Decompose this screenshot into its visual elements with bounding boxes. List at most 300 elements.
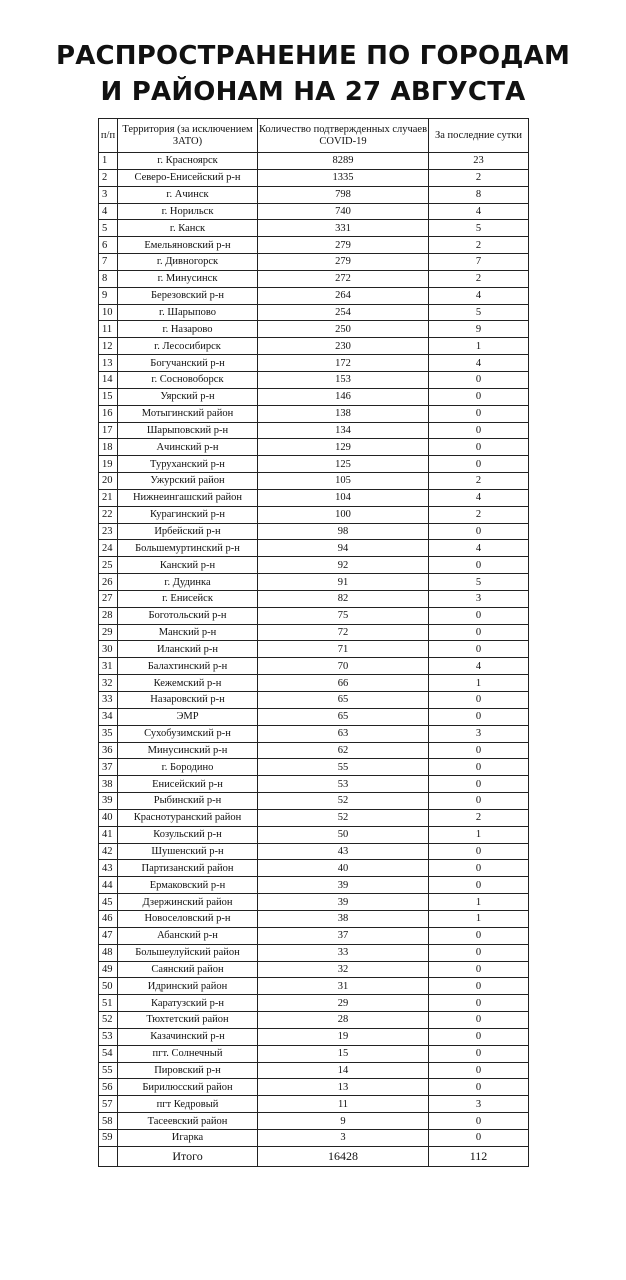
table-row [99, 186, 529, 203]
row-confirmed: 92 [258, 557, 429, 574]
row-last-day: 5 [429, 304, 529, 321]
row-last-day: 0 [429, 388, 529, 405]
table-row [99, 725, 529, 742]
header-confirmed: Количество подтвержденных случаев COVID-19 [258, 119, 429, 153]
row-number: 58 [99, 1113, 118, 1130]
row-territory: Березовский р-н [118, 287, 258, 304]
row-last-day: 4 [429, 355, 529, 372]
row-confirmed: 28 [258, 1012, 429, 1029]
row-confirmed: 31 [258, 978, 429, 995]
row-territory: г. Минусинск [118, 270, 258, 287]
row-number: 48 [99, 944, 118, 961]
row-confirmed: 798 [258, 186, 429, 203]
row-number: 2 [99, 169, 118, 186]
row-territory: г. Ачинск [118, 186, 258, 203]
row-number: 11 [99, 321, 118, 338]
row-confirmed: 1335 [258, 169, 429, 186]
page-title-line-1: РАСПРОСТРАНЕНИЕ ПО ГОРОДАМ [55, 41, 571, 71]
row-number: 55 [99, 1062, 118, 1079]
row-territory: Северо-Енисейский р-н [118, 169, 258, 186]
row-last-day: 0 [429, 944, 529, 961]
row-territory: Шушенский р-н [118, 843, 258, 860]
row-confirmed: 29 [258, 995, 429, 1012]
row-last-day: 0 [429, 557, 529, 574]
row-confirmed: 70 [258, 658, 429, 675]
row-number: 34 [99, 708, 118, 725]
row-number: 16 [99, 405, 118, 422]
row-number: 30 [99, 641, 118, 658]
row-confirmed: 19 [258, 1028, 429, 1045]
row-number: 13 [99, 355, 118, 372]
row-number: 49 [99, 961, 118, 978]
header-number: п/п [99, 119, 118, 153]
row-confirmed: 9 [258, 1113, 429, 1130]
row-last-day: 4 [429, 489, 529, 506]
row-territory: Туруханский р-н [118, 456, 258, 473]
row-territory: Тасеевский район [118, 1113, 258, 1130]
row-number: 18 [99, 439, 118, 456]
row-last-day: 1 [429, 910, 529, 927]
row-last-day: 3 [429, 1096, 529, 1113]
row-last-day: 0 [429, 523, 529, 540]
table-row [99, 203, 529, 220]
row-confirmed: 62 [258, 742, 429, 759]
table-row [99, 793, 529, 810]
row-number: 47 [99, 927, 118, 944]
row-territory: Богучанский р-н [118, 355, 258, 372]
row-confirmed: 11 [258, 1096, 429, 1113]
row-confirmed: 52 [258, 793, 429, 810]
row-last-day: 5 [429, 220, 529, 237]
row-number: 14 [99, 371, 118, 388]
table-row [99, 405, 529, 422]
row-confirmed: 105 [258, 473, 429, 490]
row-last-day: 0 [429, 1079, 529, 1096]
row-last-day: 0 [429, 759, 529, 776]
row-last-day: 0 [429, 1012, 529, 1029]
table-row [99, 708, 529, 725]
table-row [99, 944, 529, 961]
row-confirmed: 43 [258, 843, 429, 860]
table-row [99, 540, 529, 557]
row-confirmed: 3 [258, 1129, 429, 1146]
row-confirmed: 146 [258, 388, 429, 405]
row-last-day: 0 [429, 995, 529, 1012]
covid-cases-table [98, 118, 529, 1167]
row-last-day: 2 [429, 506, 529, 523]
row-number: 29 [99, 624, 118, 641]
table-footer [99, 1146, 529, 1166]
row-confirmed: 279 [258, 254, 429, 271]
row-confirmed: 129 [258, 439, 429, 456]
row-territory: Тюхтетский район [118, 1012, 258, 1029]
row-territory: пгт. Солнечный [118, 1045, 258, 1062]
table-row [99, 237, 529, 254]
table-row [99, 169, 529, 186]
table-row [99, 1079, 529, 1096]
row-confirmed: 55 [258, 759, 429, 776]
table-row [99, 287, 529, 304]
row-number: 10 [99, 304, 118, 321]
row-confirmed: 264 [258, 287, 429, 304]
row-last-day: 2 [429, 809, 529, 826]
row-territory: Дзержинский район [118, 894, 258, 911]
row-confirmed: 230 [258, 338, 429, 355]
row-last-day: 0 [429, 1028, 529, 1045]
row-last-day: 0 [429, 793, 529, 810]
row-territory: Шарыповский р-н [118, 422, 258, 439]
table-row [99, 1062, 529, 1079]
row-territory: г. Енисейск [118, 590, 258, 607]
table-row [99, 675, 529, 692]
table-row [99, 1028, 529, 1045]
row-number: 32 [99, 675, 118, 692]
row-confirmed: 13 [258, 1079, 429, 1096]
table-row [99, 254, 529, 271]
row-territory: Назаровский р-н [118, 692, 258, 709]
row-confirmed: 279 [258, 237, 429, 254]
table-row [99, 1012, 529, 1029]
row-territory: Казачинский р-н [118, 1028, 258, 1045]
row-territory: Ужурский район [118, 473, 258, 490]
row-territory: Иланский р-н [118, 641, 258, 658]
row-territory: Козульский р-н [118, 826, 258, 843]
row-last-day: 4 [429, 658, 529, 675]
row-number: 8 [99, 270, 118, 287]
table-row [99, 523, 529, 540]
row-last-day: 0 [429, 422, 529, 439]
row-confirmed: 138 [258, 405, 429, 422]
row-territory: г. Красноярск [118, 153, 258, 170]
row-confirmed: 250 [258, 321, 429, 338]
row-number: 3 [99, 186, 118, 203]
row-last-day: 1 [429, 338, 529, 355]
row-confirmed: 104 [258, 489, 429, 506]
row-territory: Игарка [118, 1129, 258, 1146]
row-number: 36 [99, 742, 118, 759]
row-confirmed: 63 [258, 725, 429, 742]
table-row [99, 220, 529, 237]
row-territory: Уярский р-н [118, 388, 258, 405]
table-row [99, 304, 529, 321]
row-number: 57 [99, 1096, 118, 1113]
table-row [99, 742, 529, 759]
row-territory: Новоселовский р-н [118, 910, 258, 927]
row-territory: Большемуртинский р-н [118, 540, 258, 557]
row-last-day: 8 [429, 186, 529, 203]
row-last-day: 0 [429, 961, 529, 978]
row-confirmed: 100 [258, 506, 429, 523]
table-row [99, 877, 529, 894]
table-row [99, 1096, 529, 1113]
table-row [99, 371, 529, 388]
row-territory: г. Канск [118, 220, 258, 237]
row-last-day: 0 [429, 776, 529, 793]
row-last-day: 0 [429, 843, 529, 860]
row-confirmed: 71 [258, 641, 429, 658]
row-last-day: 7 [429, 254, 529, 271]
row-last-day: 0 [429, 456, 529, 473]
row-number: 22 [99, 506, 118, 523]
row-last-day: 4 [429, 287, 529, 304]
row-number: 21 [99, 489, 118, 506]
row-confirmed: 33 [258, 944, 429, 961]
row-confirmed: 94 [258, 540, 429, 557]
table-row [99, 826, 529, 843]
row-number: 54 [99, 1045, 118, 1062]
table-row [99, 624, 529, 641]
row-last-day: 1 [429, 675, 529, 692]
table-row [99, 270, 529, 287]
row-number: 45 [99, 894, 118, 911]
table-row [99, 355, 529, 372]
table-row [99, 321, 529, 338]
row-number: 5 [99, 220, 118, 237]
row-number: 39 [99, 793, 118, 810]
table-row [99, 641, 529, 658]
table-row [99, 894, 529, 911]
row-last-day: 0 [429, 1062, 529, 1079]
row-confirmed: 14 [258, 1062, 429, 1079]
total-number-cell [99, 1146, 118, 1166]
row-confirmed: 38 [258, 910, 429, 927]
row-territory: Канский р-н [118, 557, 258, 574]
row-last-day: 1 [429, 894, 529, 911]
row-territory: Ирбейский р-н [118, 523, 258, 540]
row-territory: Саянский район [118, 961, 258, 978]
row-last-day: 0 [429, 439, 529, 456]
row-number: 20 [99, 473, 118, 490]
row-last-day: 1 [429, 826, 529, 843]
row-number: 35 [99, 725, 118, 742]
row-last-day: 0 [429, 1129, 529, 1146]
row-confirmed: 65 [258, 692, 429, 709]
row-last-day: 0 [429, 371, 529, 388]
row-territory: Енисейский р-н [118, 776, 258, 793]
table-row [99, 910, 529, 927]
row-territory: Нижнеингашский район [118, 489, 258, 506]
table-row [99, 557, 529, 574]
row-last-day: 0 [429, 607, 529, 624]
table-row [99, 338, 529, 355]
row-territory: г. Лесосибирск [118, 338, 258, 355]
row-number: 50 [99, 978, 118, 995]
table-row [99, 1129, 529, 1146]
row-territory: г. Дивногорск [118, 254, 258, 271]
row-confirmed: 172 [258, 355, 429, 372]
row-territory: г. Назарово [118, 321, 258, 338]
table-row [99, 809, 529, 826]
row-number: 52 [99, 1012, 118, 1029]
row-last-day: 0 [429, 1045, 529, 1062]
total-last-day: 112 [429, 1146, 529, 1166]
row-last-day: 0 [429, 860, 529, 877]
row-confirmed: 66 [258, 675, 429, 692]
table-row [99, 843, 529, 860]
row-territory: г. Шарыпово [118, 304, 258, 321]
row-last-day: 3 [429, 725, 529, 742]
row-last-day: 3 [429, 590, 529, 607]
row-last-day: 2 [429, 270, 529, 287]
row-territory: Сухобузимский р-н [118, 725, 258, 742]
header-last-day: За последние сутки [429, 119, 529, 153]
row-number: 37 [99, 759, 118, 776]
row-confirmed: 153 [258, 371, 429, 388]
row-last-day: 23 [429, 153, 529, 170]
row-last-day: 2 [429, 473, 529, 490]
table-header [99, 119, 529, 153]
table-row [99, 860, 529, 877]
row-last-day: 0 [429, 877, 529, 894]
row-number: 15 [99, 388, 118, 405]
row-territory: ЭМР [118, 708, 258, 725]
table-row [99, 590, 529, 607]
row-last-day: 0 [429, 708, 529, 725]
header-territory: Территория (за исключением ЗАТО) [118, 119, 258, 153]
row-confirmed: 53 [258, 776, 429, 793]
row-number: 38 [99, 776, 118, 793]
row-number: 59 [99, 1129, 118, 1146]
row-confirmed: 91 [258, 574, 429, 591]
row-confirmed: 37 [258, 927, 429, 944]
row-number: 1 [99, 153, 118, 170]
row-last-day: 0 [429, 927, 529, 944]
table-row [99, 388, 529, 405]
total-row [99, 1146, 529, 1166]
row-territory: Ачинский р-н [118, 439, 258, 456]
row-number: 31 [99, 658, 118, 675]
row-number: 28 [99, 607, 118, 624]
row-number: 24 [99, 540, 118, 557]
row-territory: Большеулуйский район [118, 944, 258, 961]
row-confirmed: 331 [258, 220, 429, 237]
row-number: 56 [99, 1079, 118, 1096]
row-confirmed: 82 [258, 590, 429, 607]
row-confirmed: 32 [258, 961, 429, 978]
table-row [99, 978, 529, 995]
table-row [99, 1113, 529, 1130]
table-row [99, 422, 529, 439]
row-confirmed: 65 [258, 708, 429, 725]
row-number: 19 [99, 456, 118, 473]
table-row [99, 456, 529, 473]
row-number: 46 [99, 910, 118, 927]
row-last-day: 2 [429, 237, 529, 254]
row-territory: Рыбинский р-н [118, 793, 258, 810]
row-number: 42 [99, 843, 118, 860]
row-territory: Каратузский р-н [118, 995, 258, 1012]
row-territory: Абанский р-н [118, 927, 258, 944]
row-last-day: 0 [429, 624, 529, 641]
row-territory: Манский р-н [118, 624, 258, 641]
row-confirmed: 39 [258, 894, 429, 911]
row-territory: Кежемский р-н [118, 675, 258, 692]
row-confirmed: 254 [258, 304, 429, 321]
table-body [99, 153, 529, 1147]
row-territory: Курагинский р-н [118, 506, 258, 523]
row-territory: Бирилюсский район [118, 1079, 258, 1096]
row-confirmed: 125 [258, 456, 429, 473]
row-number: 44 [99, 877, 118, 894]
row-number: 41 [99, 826, 118, 843]
row-territory: Минусинский р-н [118, 742, 258, 759]
row-territory: Боготольский р-н [118, 607, 258, 624]
row-territory: пгт Кедровый [118, 1096, 258, 1113]
row-number: 53 [99, 1028, 118, 1045]
row-territory: Мотыгинский район [118, 405, 258, 422]
row-territory: Краснотуранский район [118, 809, 258, 826]
row-confirmed: 134 [258, 422, 429, 439]
row-number: 51 [99, 995, 118, 1012]
table-row [99, 658, 529, 675]
row-confirmed: 15 [258, 1045, 429, 1062]
row-last-day: 4 [429, 540, 529, 557]
table-row [99, 692, 529, 709]
row-number: 43 [99, 860, 118, 877]
row-territory: г. Бородино [118, 759, 258, 776]
row-last-day: 0 [429, 641, 529, 658]
row-confirmed: 98 [258, 523, 429, 540]
row-number: 40 [99, 809, 118, 826]
row-number: 25 [99, 557, 118, 574]
row-territory: г. Сосновоборск [118, 371, 258, 388]
row-number: 17 [99, 422, 118, 439]
row-last-day: 0 [429, 692, 529, 709]
row-territory: Пировский р-н [118, 1062, 258, 1079]
row-last-day: 0 [429, 1113, 529, 1130]
row-confirmed: 39 [258, 877, 429, 894]
row-number: 33 [99, 692, 118, 709]
table-row [99, 1045, 529, 1062]
row-confirmed: 72 [258, 624, 429, 641]
table-row [99, 153, 529, 170]
table-row [99, 473, 529, 490]
row-number: 7 [99, 254, 118, 271]
row-confirmed: 8289 [258, 153, 429, 170]
row-territory: Емельяновский р-н [118, 237, 258, 254]
row-confirmed: 52 [258, 809, 429, 826]
table-row [99, 607, 529, 624]
row-number: 4 [99, 203, 118, 220]
row-confirmed: 75 [258, 607, 429, 624]
table-row [99, 995, 529, 1012]
table-row [99, 489, 529, 506]
total-confirmed: 16428 [258, 1146, 429, 1166]
table-row [99, 439, 529, 456]
row-confirmed: 740 [258, 203, 429, 220]
table-row [99, 927, 529, 944]
row-last-day: 9 [429, 321, 529, 338]
row-confirmed: 40 [258, 860, 429, 877]
row-territory: Партизанский район [118, 860, 258, 877]
row-territory: г. Норильск [118, 203, 258, 220]
row-territory: г. Дудинка [118, 574, 258, 591]
row-last-day: 0 [429, 978, 529, 995]
row-number: 23 [99, 523, 118, 540]
table-row [99, 961, 529, 978]
row-number: 12 [99, 338, 118, 355]
row-last-day: 0 [429, 742, 529, 759]
row-number: 26 [99, 574, 118, 591]
row-territory: Балахтинский р-н [118, 658, 258, 675]
total-label: Итого [118, 1146, 258, 1166]
page-title [0, 38, 626, 110]
table-row [99, 776, 529, 793]
row-territory: Ермаковский р-н [118, 877, 258, 894]
row-confirmed: 50 [258, 826, 429, 843]
row-last-day: 4 [429, 203, 529, 220]
row-last-day: 2 [429, 169, 529, 186]
